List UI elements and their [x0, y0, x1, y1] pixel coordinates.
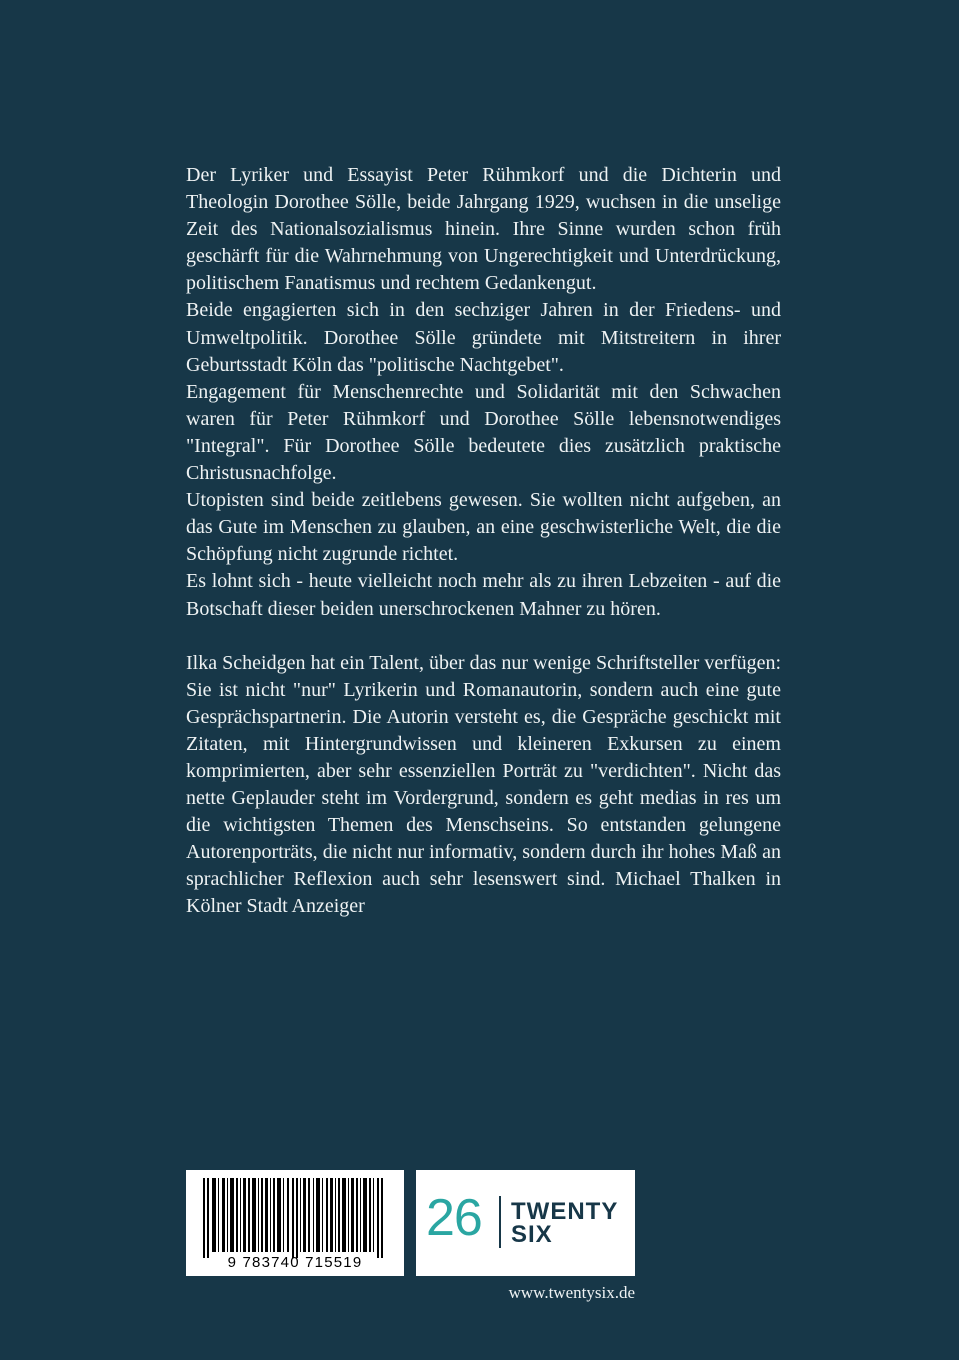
publisher-website: www.twentysix.de	[508, 1283, 635, 1302]
review-paragraph: Ilka Scheidgen hat ein Talent, über das nur wenige Schriftsteller verfügen: Sie ist nicht "nur" Lyrikerin und Romanautorin, sondern auch eine gute Gesprächspartnerin. Die Autorin versteht es, die Gespräche geschickt mit Zitaten, mit Hintergrundwissen und kleineren Exkursen zu einem komprimierten, aber sehr essenziellen Porträt zu "verdichten". Nicht das nette Geplauder steht im Vordergrund, sondern es geht medias in res um die wichtigsten Themen des Menschseins. So entstanden gelungene Autorenporträts, die nicht nur informativ, sondern durch ihr hohes Maß an sprachlicher Reflexion auch sehr lesenswert sind. Michael Thalken in Kölner Stadt Anzeiger	[186, 651, 781, 918]
publisher-logo	[416, 1170, 635, 1276]
blurb-paragraph: Es lohnt sich - heute vielleicht noch mehr als zu ihren Lebzeiten - auf die Botschaft dieser beiden unerschrockenen Mahner zu hören.	[186, 570, 781, 620]
logo-word-top: TWENTY	[511, 1198, 619, 1225]
isbn-digits: 9 783740 715519	[227, 1254, 363, 1271]
logo-divider	[499, 1196, 501, 1248]
blurb-paragraph: Der Lyriker und Essayist Peter Rühmkorf und die Dichterin und Theologin Dorothee Sölle, beide Jahrgang 1929, wuchsen in die unselige Zeit des Nationalsozialismus hinein. Ihre Sinne wurden schon früh geschärft für die Wahrnehmung von Ungerechtigkeit und Unterdrückung, politischem Fanatismus und rechtem Gedankengut.	[186, 164, 781, 295]
blurb-text	[186, 162, 781, 921]
isbn-barcode	[186, 1170, 404, 1276]
blurb-paragraph: Engagement für Menschenrechte und Solidarität mit den Schwachen waren für Peter Rühmkorf und Dorothee Sölle lebensnotwendiges "Integral". Für Dorothee Sölle bedeutete dies zusätzlich praktische Christusnachfolge.	[186, 380, 781, 485]
logo-number: 26	[426, 1189, 482, 1247]
blurb-paragraph: Beide engagierten sich in den sechziger Jahren in der Friedens- und Umweltpolitik. Dorothee Sölle gründete mit Mitstreitern in ihrer Geburtsstadt Köln das "politische Nachtgebet".	[186, 299, 781, 376]
logo-word-bottom: SIX	[511, 1221, 553, 1248]
blurb-paragraph: Utopisten sind beide zeitlebens gewesen. Sie wollten nicht aufgeben, an das Gute im Menschen zu glauben, an eine geschwisterliche Welt, die die Schöpfung nicht zugrunde richtet.	[186, 489, 781, 566]
